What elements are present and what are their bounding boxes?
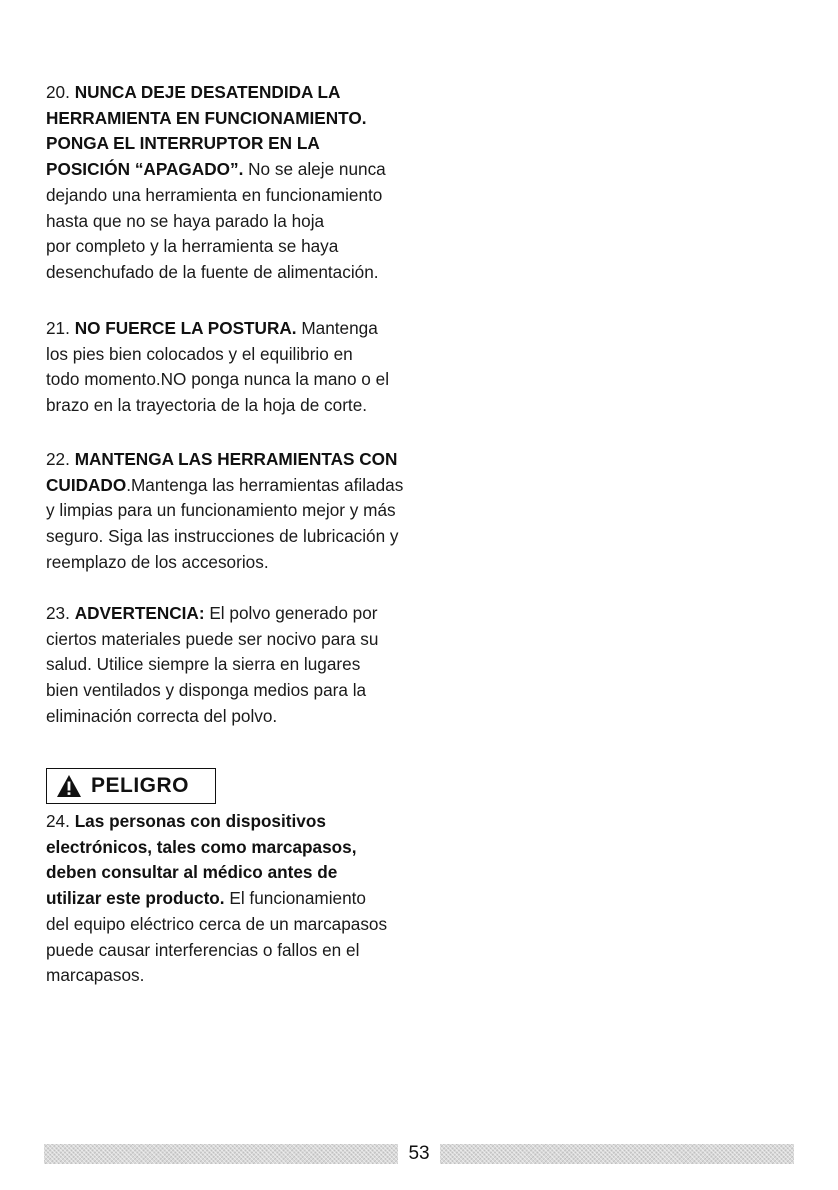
item-text: todo momento.NO ponga nunca la mano o el [46, 369, 390, 390]
item-text: reemplazo de los accesorios. [46, 551, 269, 572]
item-number: 23. [46, 603, 70, 623]
item-text: El polvo generado por [204, 603, 378, 623]
item-text: eliminación correcta del polvo. [46, 705, 278, 726]
footer-stripe-left [44, 1144, 398, 1164]
safety-item-20 [46, 80, 386, 286]
item-text: brazo en la trayectoria de la hoja de corte. [46, 395, 368, 416]
item-text: y limpias para un funcionamiento mejor y más [46, 500, 396, 521]
danger-label: PELIGRO [91, 774, 190, 797]
item-text: El funcionamiento [224, 888, 366, 909]
safety-item-21 [46, 316, 389, 419]
item-number: 20. [46, 82, 70, 102]
item-text: los pies bien colocados y el equilibrio en [46, 343, 353, 364]
item-number: 21. [46, 318, 70, 338]
item-text: Mantenga [296, 318, 378, 338]
item-number: 24. [46, 811, 70, 831]
page-footer [44, 1143, 794, 1165]
item-heading: HERRAMIENTA EN FUNCIONAMIENTO. [46, 107, 367, 128]
item-text: .Mantenga las herramientas afiladas [126, 474, 404, 495]
item-heading: PONGA EL INTERRUPTOR EN LA [46, 133, 320, 154]
item-text: ciertos materiales puede ser nocivo para su [46, 628, 379, 649]
item-heading: MANTENGA LAS HERRAMIENTAS CON [74, 449, 398, 469]
warning-triangle-icon [56, 774, 82, 798]
safety-item-22 [46, 447, 403, 576]
page-number: 53 [408, 1143, 430, 1164]
item-heading: electrónicos, tales como marcapasos, [46, 836, 357, 857]
item-text: dejando una herramienta en funcionamiento [46, 184, 383, 205]
item-text: salud. Utilice siempre la sierra en lugares [46, 654, 361, 675]
item-text: desenchufado de la fuente de alimentación. [46, 261, 379, 282]
item-heading: deben consultar al médico antes de [46, 862, 338, 883]
item-text: por completo y la herramienta se haya [46, 236, 339, 257]
danger-banner [46, 768, 216, 804]
item-text: bien ventilados y disponga medios para la [46, 680, 367, 701]
item-heading: Las personas con dispositivos [74, 811, 326, 831]
item-heading: NUNCA DEJE DESATENDIDA LA [74, 82, 341, 102]
item-text: puede causar interferencias o fallos en el [46, 939, 360, 960]
item-heading: NO FUERCE LA POSTURA. [74, 318, 297, 338]
item-heading: ADVERTENCIA: [74, 603, 205, 623]
safety-item-23 [46, 601, 378, 730]
item-text: hasta que no se haya parado la hoja [46, 210, 325, 231]
footer-stripe-right [440, 1144, 794, 1164]
item-heading: CUIDADO [46, 474, 127, 495]
safety-item-24 [46, 809, 387, 989]
item-number: 22. [46, 449, 70, 469]
item-text: No se aleje nunca [243, 159, 386, 180]
item-text: del equipo eléctrico cerca de un marcapasos [46, 913, 388, 934]
item-heading: POSICIÓN “APAGADO”. [46, 159, 244, 180]
item-text: seguro. Siga las instrucciones de lubricación y [46, 526, 399, 547]
item-text: marcapasos. [46, 965, 145, 986]
item-heading: utilizar este producto. [46, 888, 225, 909]
